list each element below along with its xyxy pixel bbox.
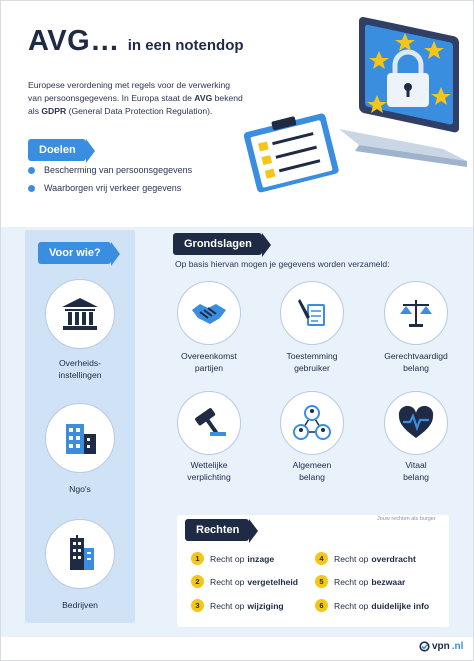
who-label-companies xyxy=(30,599,130,611)
intro-text xyxy=(28,79,243,118)
government-building-icon xyxy=(45,279,115,349)
ground-vital-line2: belang xyxy=(403,472,429,482)
intro-part3: (General Data Protection Regulation). xyxy=(66,106,213,116)
ground-public-line2: belang xyxy=(299,472,325,482)
right-keyword: vergetelheid xyxy=(247,576,299,587)
who-companies-text: Bedrijven xyxy=(62,600,98,610)
who-label-government xyxy=(30,357,130,381)
page-subtitle: in een notendop xyxy=(127,37,244,54)
vpn-nl-logo[interactable] xyxy=(419,641,463,652)
right-number-badge: 1 xyxy=(191,552,204,565)
network-people-icon xyxy=(280,391,344,455)
who-label-ngo xyxy=(30,483,130,495)
right-prefix: Recht op xyxy=(334,600,369,611)
bullet-icon xyxy=(28,167,35,174)
who-ngo-text: Ngo's xyxy=(69,484,91,494)
right-item xyxy=(315,599,429,612)
right-item xyxy=(315,575,405,588)
logo-suffix: .nl xyxy=(451,641,464,652)
goals-list xyxy=(28,165,248,201)
right-keyword: wijziging xyxy=(247,600,284,611)
rights-note: Jouw rechten als burger xyxy=(377,516,436,522)
ground-public-line1: Algemeen xyxy=(292,460,332,470)
rights-label: Rechten xyxy=(185,519,249,541)
right-number-badge: 4 xyxy=(315,552,328,565)
clipboard-icon xyxy=(242,109,339,193)
goal-text: Bescherming van persoonsgegevens xyxy=(44,165,193,175)
intro-gdpr: GDPR xyxy=(41,106,67,116)
intro-part2: bekend als xyxy=(28,93,243,116)
ground-contract-line1: Overeenkomst xyxy=(181,351,237,361)
title-row xyxy=(28,25,244,58)
office-building-icon xyxy=(45,403,115,473)
ground-consent-line2: gebruiker xyxy=(294,363,330,373)
right-item xyxy=(191,599,284,612)
logo-mark-icon xyxy=(419,641,430,652)
ground-consent-line1: Toestemming xyxy=(286,351,338,361)
right-number-badge: 6 xyxy=(315,599,328,612)
ground-legal-obligation xyxy=(163,459,255,483)
pen-document-icon xyxy=(280,281,344,345)
heartbeat-icon xyxy=(384,391,448,455)
ground-legal-line2: verplichting xyxy=(187,472,231,482)
who-label: Voor wie? xyxy=(38,242,111,264)
right-prefix: Recht op xyxy=(334,553,369,564)
goal-item xyxy=(28,183,248,193)
gavel-icon xyxy=(177,391,241,455)
bullet-icon xyxy=(28,185,35,192)
right-keyword: bezwaar xyxy=(371,576,406,587)
logo-name: vpn xyxy=(432,641,450,652)
ground-legal-line1: Wettelijke xyxy=(190,460,228,470)
right-number-badge: 3 xyxy=(191,599,204,612)
page-title: AVG… xyxy=(28,25,120,57)
ground-legitimate-line2: belang xyxy=(403,363,429,373)
goals-label: Doelen xyxy=(28,139,86,161)
handshake-icon xyxy=(177,281,241,345)
right-keyword: duidelijke info xyxy=(371,600,430,611)
laptop-lock-illustration xyxy=(229,11,467,211)
right-prefix: Recht op xyxy=(210,576,245,587)
right-item xyxy=(315,552,416,565)
right-prefix: Recht op xyxy=(210,553,245,564)
intro-part1: Europese verordening met regels voor de verwerking van persoonsgegevens. In Europa staat de xyxy=(28,80,231,103)
ground-vital-line1: Vitaal xyxy=(405,460,427,470)
right-prefix: Recht op xyxy=(210,600,245,611)
right-number-badge: 2 xyxy=(191,575,204,588)
right-keyword: inzage xyxy=(247,553,275,564)
skyscraper-icon xyxy=(45,519,115,589)
right-item xyxy=(191,552,274,565)
ground-legitimate-line1: Gerechtvaardigd xyxy=(384,351,448,361)
ground-contract-line2: partijen xyxy=(194,363,224,373)
right-number-badge: 5 xyxy=(315,575,328,588)
intro-avg: AVG xyxy=(194,93,213,103)
grounds-description: Op basis hiervan mogen je gegevens worden verzameld: xyxy=(175,259,390,269)
right-item xyxy=(191,575,298,588)
right-keyword: overdracht xyxy=(371,553,416,564)
scales-icon xyxy=(384,281,448,345)
who-government-line2: instellingen xyxy=(58,370,102,380)
ground-contract xyxy=(163,350,255,374)
right-prefix: Recht op xyxy=(334,576,369,587)
ground-vital-interest xyxy=(370,459,462,483)
goal-text: Waarborgen vrij verkeer gegevens xyxy=(44,183,182,193)
grounds-label: Grondslagen xyxy=(173,233,262,255)
goal-item xyxy=(28,165,248,175)
ground-public-interest xyxy=(266,459,358,483)
ground-legitimate-interest xyxy=(370,350,462,374)
who-government-line1: Overheids- xyxy=(58,358,102,368)
ground-consent xyxy=(266,350,358,374)
